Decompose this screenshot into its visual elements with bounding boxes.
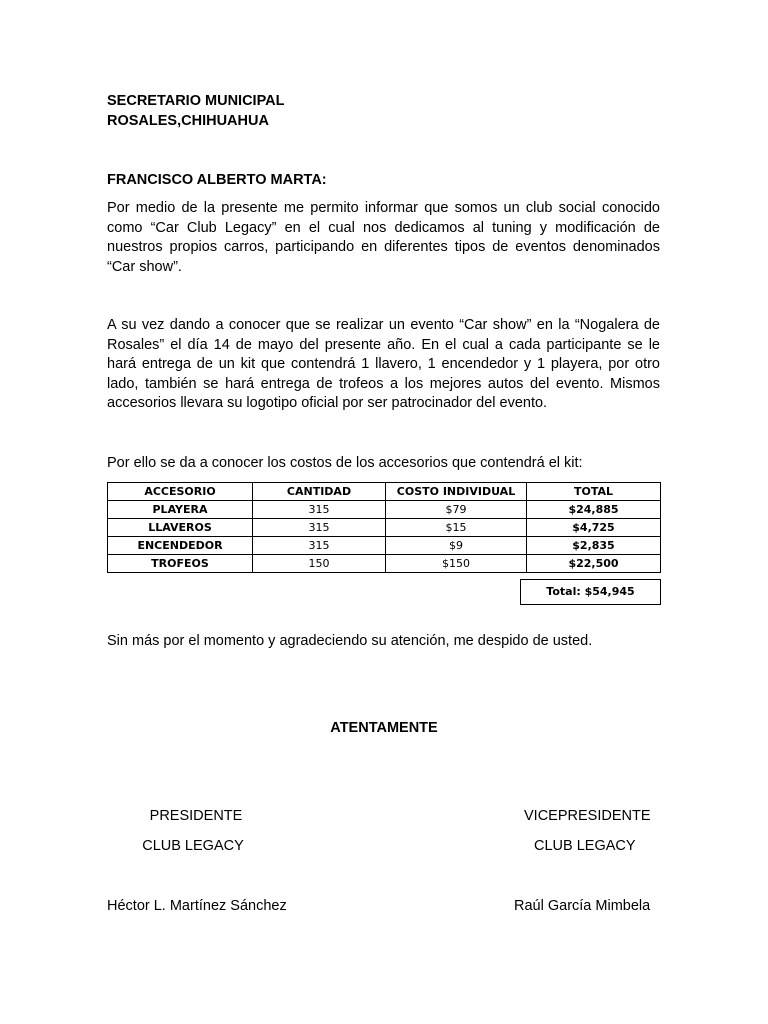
table-cell: ENCENDEDOR (108, 537, 253, 555)
recipient-title: SECRETARIO MUNICIPAL (107, 93, 285, 109)
table-cell: 315 (253, 501, 386, 519)
vicepresident-org: CLUB LEGACY (534, 838, 636, 854)
table-cell: TROFEOS (108, 555, 253, 573)
accessories-cost-table (107, 482, 661, 573)
addressee-name: FRANCISCO ALBERTO MARTA: (107, 172, 327, 188)
president-title: PRESIDENTE (149, 808, 243, 824)
table-cell: 150 (253, 555, 386, 573)
intro-paragraph (107, 199, 660, 277)
paragraph-1-text: Por medio de la presente me permito informar que somos un club social conocido como “Car Club Legacy” en el cual nos dedicamos al tuning y modificación de nuestros propios carros, participando en diferentes tipos de eventos denominados “Car show”. (107, 200, 660, 275)
table-cell: $24,885 (527, 501, 661, 519)
grand-total-box: Total: $54,945 (520, 579, 661, 605)
table-cell: 315 (253, 519, 386, 537)
table-cell: $4,725 (527, 519, 661, 537)
president-name: Héctor L. Martínez Sánchez (107, 898, 287, 914)
table-cell: $150 (386, 555, 527, 573)
table-row (108, 501, 661, 519)
vicepresident-name: Raúl García Mimbela (514, 898, 651, 914)
closing-text: Sin más por el momento y agradeciendo su atención, me despido de usted. (107, 633, 593, 649)
column-header: TOTAL (527, 483, 661, 501)
paragraph-2-text: A su vez dando a conocer que se realizar un evento “Car show” en la “Nogalera de Rosales” el día 14 de mayo del presente año. En el cual a cada participante se le hará entrega de un kit que contendrá 1 llavero, 1 encendedor y 1 playera, por otro lado, también se hará entrega de trofeos a los mejores autos del evento. Mismos accesorios llevara su logotipo oficial por ser patrocinador del evento. (107, 317, 660, 412)
table-cell: LLAVEROS (108, 519, 253, 537)
column-header: COSTO INDIVIDUAL (386, 483, 527, 501)
table-row (108, 555, 661, 573)
event-paragraph (107, 316, 660, 414)
table-cell: $22,500 (527, 555, 661, 573)
table-cell: $9 (386, 537, 527, 555)
costs-intro-text: Por ello se da a conocer los costos de los accesorios que contendrá el kit: (107, 455, 583, 471)
recipient-location: ROSALES,CHIHUAHUA (107, 113, 269, 129)
table-header-row (108, 483, 661, 501)
vicepresident-title: VICEPRESIDENTE (524, 808, 651, 824)
table-row (108, 537, 661, 555)
president-org: CLUB LEGACY (142, 838, 244, 854)
table-cell: $15 (386, 519, 527, 537)
table-cell: $2,835 (527, 537, 661, 555)
column-header: ACCESORIO (108, 483, 253, 501)
table-cell: PLAYERA (108, 501, 253, 519)
column-header: CANTIDAD (253, 483, 386, 501)
table-cell: $79 (386, 501, 527, 519)
table-cell: 315 (253, 537, 386, 555)
atentamente-heading: ATENTAMENTE (330, 720, 438, 736)
table-row (108, 519, 661, 537)
